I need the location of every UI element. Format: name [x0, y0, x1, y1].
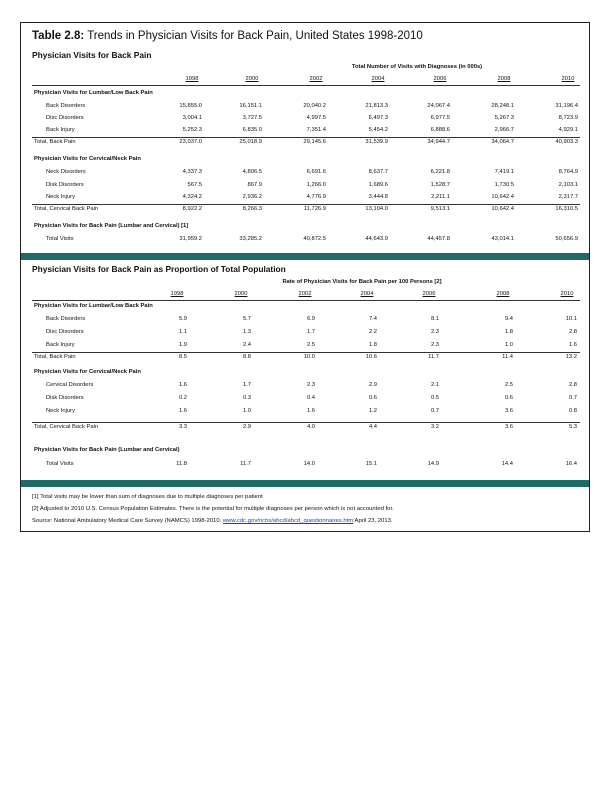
data-cell: 3,444.8: [368, 194, 388, 200]
data-cell: 4,324.2: [182, 194, 202, 200]
table-frame: [20, 22, 590, 532]
data-cell: 28,248.1: [491, 103, 514, 109]
data-cell: 10.1: [565, 316, 577, 322]
data-cell: 1.7: [242, 382, 251, 388]
row-label: Disk Disorders: [46, 395, 84, 401]
total-cell: 11.4: [502, 354, 513, 360]
data-cell: 1.8: [368, 342, 377, 348]
data-cell: 8,637.7: [368, 169, 388, 175]
footer-divider-band: [21, 480, 589, 487]
data-cell: 1.1: [178, 329, 187, 335]
data-cell: 1.6: [306, 408, 315, 414]
total-label: Total, Cervical Back Pain: [34, 206, 99, 212]
data-cell: 1,730.5: [494, 182, 514, 188]
total-cell: 31,539.9: [365, 139, 388, 145]
page-title: [32, 30, 423, 42]
data-cell: 2.5: [504, 382, 513, 388]
data-cell: 1.0: [504, 342, 513, 348]
year-header: 2002: [309, 76, 323, 82]
total-cell: 9,513.1: [430, 206, 450, 212]
total-cell: 29,145.6: [303, 139, 326, 145]
total-cell: 8,922.2: [182, 206, 202, 212]
data-cell: 1,528.7: [430, 182, 450, 188]
data-cell: 0.8: [568, 408, 577, 414]
total-rule: [32, 422, 580, 423]
data-cell: 3,727.5: [242, 115, 262, 121]
data-cell: 14.9: [427, 461, 439, 467]
data-cell: 5,454.2: [368, 127, 388, 133]
total-cell: 8.8: [242, 354, 251, 360]
row-label: Total Visits: [46, 461, 74, 467]
section2-heading: Physician Visits for Back Pain as Proportion of Total Population: [32, 264, 286, 274]
data-cell: 1,266.0: [306, 182, 326, 188]
total-cell: 11.7: [428, 354, 439, 360]
data-cell: 2.3: [306, 382, 315, 388]
year-header: 2006: [433, 76, 447, 82]
row-label: Back Injury: [46, 127, 75, 133]
group-heading: Physician Visits for Lumbar/Low Back Pain: [34, 90, 153, 96]
total-cell: 40,903.3: [555, 139, 578, 145]
total-cell: 13,104.0: [365, 206, 388, 212]
data-cell: 0.2: [178, 395, 187, 401]
row-label: Cervical Disorders: [46, 382, 94, 388]
year-header: 2004: [371, 76, 385, 82]
data-cell: 6.9: [306, 316, 315, 322]
data-cell: 6,835.0: [242, 127, 262, 133]
data-cell: 867.9: [247, 182, 262, 188]
data-cell: 31,196.4: [555, 103, 578, 109]
year-header: 1998: [185, 76, 199, 82]
data-cell: 2.8: [568, 329, 577, 335]
row-label: Neck Injury: [46, 194, 75, 200]
data-cell: 1.6: [568, 342, 577, 348]
data-cell: 16.4: [565, 461, 577, 467]
total-cell: 5.3: [568, 424, 577, 430]
data-cell: 0.4: [306, 395, 315, 401]
data-cell: 7,351.4: [306, 127, 326, 133]
data-cell: 2.5: [306, 342, 315, 348]
row-label: Disc Disorders: [46, 115, 84, 121]
data-cell: 1.7: [306, 329, 315, 335]
data-cell: 8,723.9: [558, 115, 578, 121]
total-cell: 2.9: [242, 424, 251, 430]
data-cell: 50,656.9: [555, 236, 578, 242]
data-cell: 6,221.8: [430, 169, 450, 175]
row-label: Neck Disorders: [46, 169, 86, 175]
data-cell: 2,211.1: [431, 194, 450, 200]
data-cell: 5,252.3: [182, 127, 202, 133]
data-cell: 0.7: [568, 395, 577, 401]
year-header: 2008: [496, 291, 510, 297]
total-cell: 10.0: [303, 354, 315, 360]
year-header: 2000: [234, 291, 248, 297]
data-cell: 7,419.1: [494, 169, 514, 175]
row-label: Back Injury: [46, 342, 75, 348]
data-cell: 2.3: [430, 329, 439, 335]
total-cell: 11,726.9: [303, 206, 326, 212]
section1-heading: Physician Visits for Back Pain: [32, 50, 152, 60]
data-cell: 2,936.2: [242, 194, 262, 200]
total-rule: [32, 204, 580, 205]
year-header: 2006: [422, 291, 436, 297]
header-rule: [32, 300, 580, 301]
data-cell: 4,337.3: [182, 169, 202, 175]
data-cell: 1.3: [242, 329, 251, 335]
total-label: Total, Back Pain: [34, 354, 76, 360]
data-cell: 4,776.9: [306, 194, 326, 200]
data-cell: 1.0: [242, 408, 251, 414]
group-heading: Physician Visits for Cervical/Neck Pain: [34, 369, 141, 375]
total-cell: 10,642.4: [491, 206, 514, 212]
year-header: 2008: [497, 76, 511, 82]
source-prefix: Source: National Ambulatory Medical Care Survey (NAMCS) 1998-2010.: [32, 518, 223, 524]
data-cell: 2.2: [368, 329, 377, 335]
row-label: Disc Disorders: [46, 329, 84, 335]
total-cell: 3.2: [430, 424, 439, 430]
data-cell: 2,103.1: [558, 182, 578, 188]
data-cell: 43,014.1: [491, 236, 514, 242]
total-cell: 34,064.7: [491, 139, 514, 145]
data-cell: 2,966.7: [494, 127, 514, 133]
title-text: Trends in Physician Visits for Back Pain, United States 1998-2010: [84, 30, 423, 42]
data-cell: 8.1: [430, 316, 439, 322]
year-header: 2002: [298, 291, 312, 297]
data-cell: 16,151.1: [239, 103, 262, 109]
footnote-2: [2] Adjusted to 2010 U.S. Census Population Estimates. There is the potential for multiple diagnoses per person which is not accounted for.: [32, 506, 394, 512]
row-label: Neck Injury: [46, 408, 75, 414]
data-cell: 6,977.5: [430, 115, 450, 121]
data-cell: 7.4: [368, 316, 377, 322]
group-heading: Physician Visits for Back Pain (Lumbar and Cervical): [34, 447, 180, 453]
data-cell: 1.6: [178, 382, 187, 388]
data-cell: 2.8: [568, 382, 577, 388]
total-cell: 13.2: [565, 354, 577, 360]
data-cell: 10,642.4: [491, 194, 514, 200]
total-cell: 3.3: [178, 424, 187, 430]
total-cell: 16,310.5: [555, 206, 578, 212]
footnote-1: [1] Total visits may be lower than sum of diagnoses due to multiple diagnoses per patient: [32, 494, 263, 500]
section-divider-band: [21, 253, 589, 260]
total-cell: 23,037.0: [179, 139, 202, 145]
table-caption: Rate of Physician Visits for Back Pain per 100 Persons [2]: [282, 279, 442, 285]
data-cell: 1.8: [504, 329, 513, 335]
data-cell: 0.7: [430, 408, 439, 414]
total-cell: 34,944.7: [427, 139, 450, 145]
data-cell: 8,764.9: [558, 169, 578, 175]
year-header: 2000: [245, 76, 259, 82]
data-cell: 44,643.9: [365, 236, 388, 242]
data-cell: 1.9: [178, 342, 187, 348]
data-cell: 5,267.3: [494, 115, 514, 121]
row-label: Disk Disorders: [46, 182, 84, 188]
data-cell: 1,689.6: [368, 182, 388, 188]
data-cell: 2.4: [242, 342, 251, 348]
data-cell: 24,067.4: [427, 103, 450, 109]
data-cell: 3.6: [504, 408, 513, 414]
data-cell: 15,855.0: [179, 103, 202, 109]
header-rule: [32, 85, 580, 86]
data-cell: 20,040.2: [303, 103, 326, 109]
data-cell: 5.9: [178, 316, 187, 322]
row-label: Back Disorders: [46, 103, 86, 109]
total-label: Total, Back Pain: [34, 139, 76, 145]
source-note: [32, 518, 393, 524]
total-cell: 4.0: [306, 424, 315, 430]
table-caption: Total Number of Visits with Diagnoses (in 000s): [351, 64, 483, 70]
data-cell: 40,872.5: [303, 236, 326, 242]
year-header: 1998: [170, 291, 184, 297]
total-rule: [32, 137, 580, 138]
total-cell: 3.6: [504, 424, 513, 430]
data-cell: 1.2: [368, 408, 377, 414]
total-cell: 10.6: [365, 354, 377, 360]
data-cell: 15.1: [365, 461, 377, 467]
data-cell: 1.6: [178, 408, 187, 414]
year-header: 2004: [360, 291, 374, 297]
data-cell: 4,929.1: [558, 127, 578, 133]
group-heading: Physician Visits for Back Pain (Lumbar and Cervical) [1]: [34, 223, 189, 229]
data-cell: 567.5: [187, 182, 202, 188]
data-cell: 14.4: [501, 461, 513, 467]
title-label: Table 2.8:: [32, 30, 85, 42]
data-cell: 11.8: [176, 461, 187, 467]
data-cell: 44,457.8: [427, 236, 450, 242]
source-link[interactable]: www.cdc.gov/nchs/ahcd/ahcd_questionnaires.htm: [222, 518, 354, 524]
data-cell: 3,004.1: [182, 115, 202, 121]
data-cell: 4,997.5: [306, 115, 326, 121]
total-cell: 25,018.9: [239, 139, 262, 145]
data-cell: 6,691.6: [306, 169, 326, 175]
data-cell: 4,806.5: [242, 169, 262, 175]
total-cell: 8.5: [178, 354, 187, 360]
data-cell: 0.6: [504, 395, 513, 401]
group-heading: Physician Visits for Cervical/Neck Pain: [34, 156, 141, 162]
data-cell: 21,813.3: [365, 103, 388, 109]
data-cell: 11.7: [240, 461, 251, 467]
total-cell: 4.4: [368, 424, 377, 430]
year-header: 2010: [560, 291, 574, 297]
data-cell: 5.7: [242, 316, 251, 322]
data-cell: 2,317.7: [558, 194, 578, 200]
total-label: Total, Cervical Back Pain: [34, 424, 99, 430]
data-cell: 33,285.2: [239, 236, 262, 242]
data-cell: 6,497.3: [368, 115, 388, 121]
data-cell: 2.9: [368, 382, 377, 388]
group-heading: Physician Visits for Lumbar/Low Back Pain: [34, 303, 153, 309]
total-cell: 8,266.3: [242, 206, 262, 212]
data-cell: 31,959.2: [179, 236, 202, 242]
data-cell: 0.6: [368, 395, 377, 401]
data-cell: 6,888.6: [430, 127, 450, 133]
data-cell: 14.0: [303, 461, 315, 467]
row-label: Total Visits: [46, 236, 74, 242]
year-header: 2010: [561, 76, 575, 82]
source-suffix: April 23, 2013.: [353, 518, 393, 524]
data-cell: 9.4: [504, 316, 513, 322]
data-cell: 2.1: [430, 382, 439, 388]
data-cell: 2.3: [430, 342, 439, 348]
total-rule: [32, 352, 580, 353]
data-cell: 0.3: [242, 395, 251, 401]
row-label: Back Disorders: [46, 316, 86, 322]
data-cell: 0.5: [430, 395, 439, 401]
